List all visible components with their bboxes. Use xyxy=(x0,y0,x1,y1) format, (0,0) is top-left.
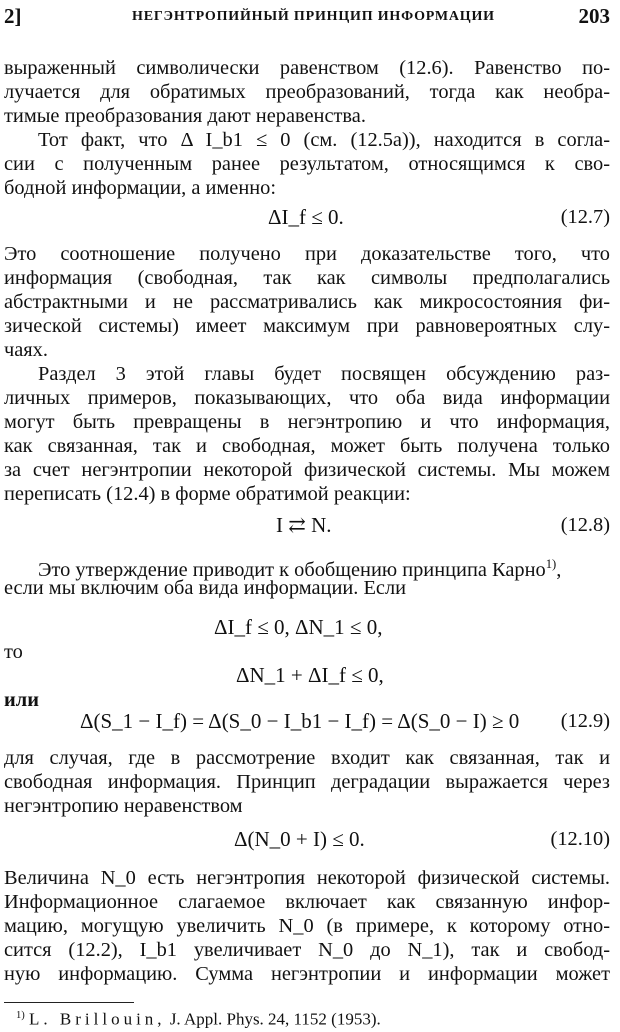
equation-12-10: Δ(N_0 + I) ≤ 0. xyxy=(234,827,365,851)
text-line: как связанная, так и свободная, может быть получена только xyxy=(4,435,610,457)
footnote-reference: J. Appl. Phys. 24, 1152 (1953). xyxy=(169,1009,381,1029)
footnote-rule xyxy=(4,1002,134,1003)
text-line: могут быть превращены в негэнтропию и что информация, xyxy=(4,411,610,433)
text-line: чаях. xyxy=(4,339,48,361)
equation-12-8: I ⇄ N. xyxy=(276,513,332,537)
text-line: сится (12.2), I_b1 увеличивает N_0 до N_1), так и свобод- xyxy=(4,939,610,961)
text-line: переписать (12.4) в форме обратимой реакции: xyxy=(4,483,411,505)
page-number: 203 xyxy=(578,4,610,28)
equation-number: (12.8) xyxy=(560,514,610,536)
footnote-marker: 1) xyxy=(545,557,557,571)
text-line: Это утверждение приводит к обобщению принципа Карно$^{1)}$, xyxy=(38,557,562,581)
equation-number: (12.7) xyxy=(560,206,610,228)
running-header xyxy=(4,4,610,34)
equation-number: (12.9) xyxy=(560,710,610,732)
section-number: 2] xyxy=(4,4,22,28)
text-line: Раздел 3 этой главы будет посвящен обсуждению раз- xyxy=(38,363,610,385)
text-line: мацию, могущую увеличить N_0 (в примере, к которому отно- xyxy=(4,915,610,937)
text-line: информация (свободная, так как символы предполагались xyxy=(4,267,610,289)
connector-word: или xyxy=(4,689,39,711)
running-title: НЕГЭНТРОПИЙНЫЙ ПРИНЦИП ИНФОРМАЦИИ xyxy=(132,9,495,24)
text-line: ную информацию. Сумма негэнтропии и информации может xyxy=(4,963,610,985)
text-line: Величина N_0 есть негэнтропия некоторой физической системы. xyxy=(4,867,610,889)
text-line: для случая, где в рассмотрение входит как связанная, так и xyxy=(4,747,610,769)
text-line: лучается для обратимых преобразований, тогда как необра- xyxy=(4,81,610,103)
text-line: зической системы) имеет максимум при равновероятных слу- xyxy=(4,315,610,337)
equation-number: (12.10) xyxy=(550,828,610,850)
text-line: Информационное слагаемое включает как связанную инфор- xyxy=(4,891,610,913)
text-line: Это соотношение получено при доказательстве того, что xyxy=(4,243,610,265)
footnote-author: L. Brillouin, xyxy=(29,1009,166,1029)
text-line: абстрактными и не рассматривались как микросостояния фи- xyxy=(4,291,610,313)
equation-sum: ΔN_1 + ΔI_f ≤ 0, xyxy=(236,663,384,687)
equation-12-9: Δ(S_1 − I_f) = Δ(S_0 − I_b1 − I_f) = Δ(S_0 − I) ≥ 0 xyxy=(80,709,520,733)
equation-conditions: ΔI_f ≤ 0, ΔN_1 ≤ 0, xyxy=(214,615,383,639)
footnote-marker: 1) xyxy=(16,1010,25,1021)
text-line: тимые преобразования дают неравенства. xyxy=(4,105,366,127)
connector-word: то xyxy=(4,641,23,663)
text-line: если мы включим оба вида информации. Если xyxy=(4,577,407,599)
text-line: личных примеров, показывающих, что оба вида информации xyxy=(4,387,610,409)
text-line: Тот факт, что Δ I_b1 ≤ 0 (см. (12.5а)), находится в согла- xyxy=(38,129,610,151)
text-line: выраженный символически равенством (12.6). Равенство по- xyxy=(4,57,610,79)
text-line: бодной информации, а именно: xyxy=(4,177,277,199)
footnote xyxy=(16,1005,381,1031)
text-line: свободная информация. Принцип деградации выражается через xyxy=(4,771,610,793)
text-line: негэнтропию неравенством xyxy=(4,795,243,817)
text-line: сии с полученным ранее результатом, относящимся к сво- xyxy=(4,153,610,175)
text-fragment: Это утверждение приводит к обобщению принципа Карно xyxy=(38,558,546,581)
text-line: за счет негэнтропии некоторой физической системы. Мы можем xyxy=(4,459,610,481)
equation-12-7: ΔI_f ≤ 0. xyxy=(268,205,344,229)
